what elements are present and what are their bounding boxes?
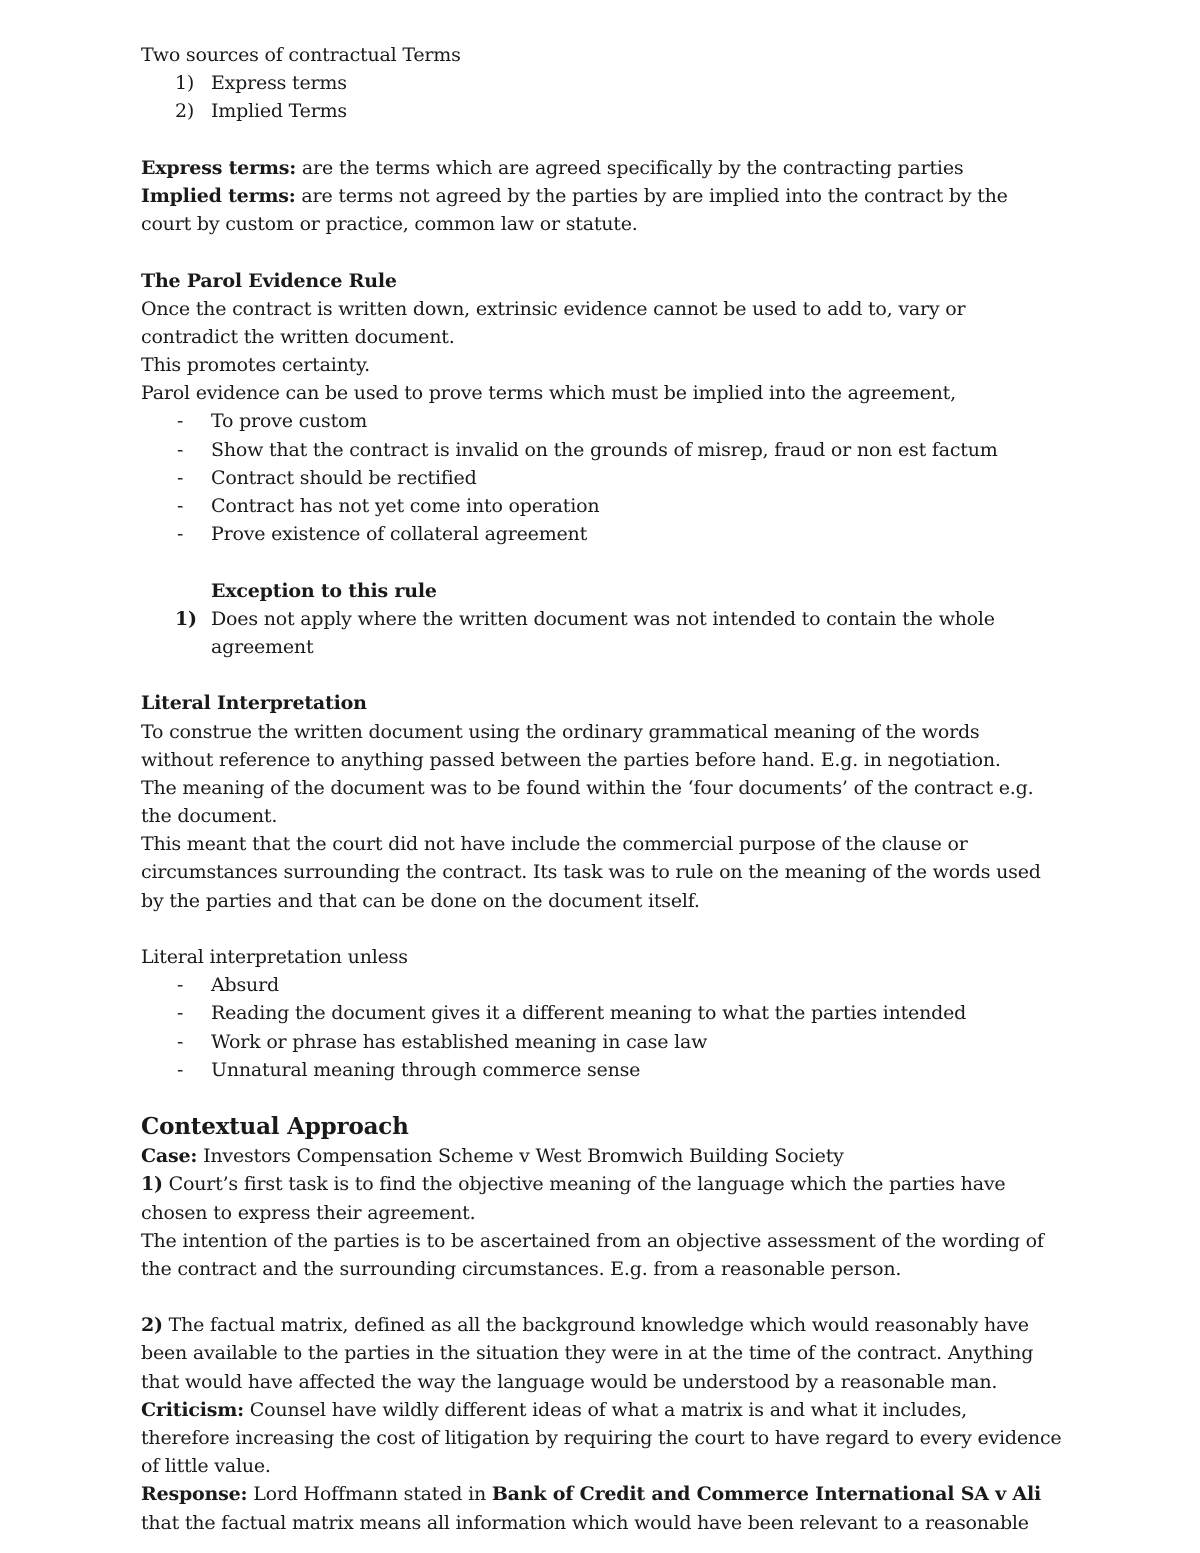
bullet-text: Contract should be rectified xyxy=(211,466,477,489)
bullet-dash: - xyxy=(177,438,184,461)
bullet-item xyxy=(141,407,1061,435)
spacer xyxy=(141,126,1061,154)
paragraph-line: by the parties and that can be done on the document itself. xyxy=(141,889,700,912)
bullet-dash: - xyxy=(177,523,184,546)
response-text: Lord Hoffmann stated in xyxy=(247,1483,492,1506)
paragraph-line: without reference to anything passed between the parties before hand. E.g. in negotiation. xyxy=(141,748,1001,771)
bullet-text: Show that the contract is invalid on the grounds of misrep, fraud or non est factum xyxy=(211,438,998,461)
bullet-text: Unnatural meaning through commerce sense xyxy=(211,1058,641,1081)
paragraph-line: contradict the written document. xyxy=(141,325,455,348)
document-page xyxy=(141,41,1061,1537)
bullet-dash: - xyxy=(177,1002,184,1025)
response-line xyxy=(141,1480,1061,1508)
bullet-text: Reading the document gives it a different meaning to what the parties intended xyxy=(211,1002,967,1025)
criticism-label: Criticism: xyxy=(141,1398,244,1421)
bullet-dash: - xyxy=(177,466,184,489)
paragraph-line: of little value. xyxy=(141,1455,271,1478)
spacer xyxy=(141,238,1061,266)
paragraph-line: therefore increasing the cost of litigation by requiring the court to have regard to every evidence xyxy=(141,1427,1062,1449)
bullet-dash: - xyxy=(177,1058,184,1081)
point-marker: 1) xyxy=(141,1173,163,1196)
point-marker: 2) xyxy=(141,1314,163,1337)
spacer xyxy=(141,1283,1061,1311)
express-text: are the terms which are agreed specifically by the contracting parties xyxy=(296,156,964,179)
sources-intro: Two sources of contractual Terms xyxy=(141,44,461,66)
exception-text-cont: agreement xyxy=(211,635,314,658)
bullet-dash: - xyxy=(177,410,184,433)
paragraph-line: the contract and the surrounding circumstances. E.g. from a reasonable person. xyxy=(141,1257,902,1280)
paragraph-line: that would have affected the way the language would be understood by a reasonable man. xyxy=(141,1370,998,1393)
point-line xyxy=(141,1170,1061,1198)
response-case-name: Bank of Credit and Commerce International SA v Ali xyxy=(491,1483,1042,1506)
exception-text: Does not apply where the written document was not intended to contain the whole xyxy=(211,607,995,630)
express-definition xyxy=(141,154,1061,182)
spacer xyxy=(141,915,1061,943)
list-marker: 2) xyxy=(175,100,195,123)
point-text: Court’s first task is to find the objective meaning of the language which the parties have xyxy=(162,1173,1006,1196)
contextual-heading: Contextual Approach xyxy=(141,1113,409,1141)
bullet-dash: - xyxy=(177,495,184,517)
implied-definition xyxy=(141,182,1061,210)
bullet-text: Contract has not yet come into operation xyxy=(211,495,600,517)
literal-unless-intro: Literal interpretation unless xyxy=(141,946,408,968)
bullet-item xyxy=(141,464,1061,492)
parol-heading: The Parol Evidence Rule xyxy=(141,269,397,292)
list-item xyxy=(141,97,1061,125)
exception-item xyxy=(141,605,1061,633)
paragraph-line: Parol evidence can be used to prove terms which must be implied into the agreement, xyxy=(141,382,956,405)
bullet-text: Work or phrase has established meaning in case law xyxy=(211,1030,708,1053)
bullet-item xyxy=(141,1028,1061,1056)
response-label: Response: xyxy=(141,1483,248,1506)
paragraph-line: that the factual matrix means all information which would have been relevant to a reasonable xyxy=(141,1511,1029,1534)
exception-heading: Exception to this rule xyxy=(211,579,437,602)
paragraph-line: been available to the parties in the situation they were in at the time of the contract. Anything xyxy=(141,1342,1034,1365)
criticism-line xyxy=(141,1396,1061,1424)
paragraph-line: This meant that the court did not have include the commercial purpose of the clause or xyxy=(141,833,968,856)
case-label: Case: xyxy=(141,1145,198,1168)
list-marker: 1) xyxy=(175,72,195,95)
spacer xyxy=(141,1084,1061,1112)
criticism-text: Counsel have wildly different ideas of what a matrix is and what it includes, xyxy=(243,1398,967,1421)
paragraph-line: circumstances surrounding the contract. Its task was to rule on the meaning of the words used xyxy=(141,861,1041,884)
list-item xyxy=(141,69,1061,97)
bullet-item xyxy=(141,1056,1061,1084)
spacer xyxy=(141,548,1061,576)
paragraph-line: Once the contract is written down, extrinsic evidence cannot be used to add to, vary or xyxy=(141,297,966,320)
bullet-item xyxy=(141,492,1061,520)
bullet-dash: - xyxy=(177,1030,184,1053)
bullet-text: To prove custom xyxy=(211,410,368,433)
paragraph-line: To construe the written document using the ordinary grammatical meaning of the words xyxy=(141,720,980,743)
list-marker: 1) xyxy=(175,607,197,630)
bullet-item xyxy=(141,520,1061,548)
case-text: Investors Compensation Scheme v West Bromwich Building Society xyxy=(197,1145,844,1168)
spacer xyxy=(141,661,1061,689)
paragraph-line: This promotes certainty. xyxy=(141,354,370,377)
literal-heading: Literal Interpretation xyxy=(141,692,367,715)
bullet-text: Absurd xyxy=(211,974,279,997)
bullet-dash: - xyxy=(177,974,184,997)
bullet-text: Prove existence of collateral agreement xyxy=(211,523,588,546)
bullet-item xyxy=(141,999,1061,1027)
implied-definition-cont: court by custom or practice, common law or statute. xyxy=(141,213,638,236)
case-line xyxy=(141,1142,1061,1170)
implied-text: are terms not agreed by the parties by are implied into the contract by the xyxy=(295,184,1008,207)
list-item-text: Express terms xyxy=(211,72,347,95)
bullet-item xyxy=(141,436,1061,464)
list-item-text: Implied Terms xyxy=(211,100,347,123)
paragraph-line: The intention of the parties is to be ascertained from an objective assessment of the wording of xyxy=(141,1229,1044,1252)
paragraph-line: chosen to express their agreement. xyxy=(141,1201,476,1224)
implied-label: Implied terms: xyxy=(141,184,296,207)
paragraph-line: The meaning of the document was to be found within the ‘four documents’ of the contract e.g. xyxy=(141,776,1034,799)
point-line xyxy=(141,1311,1061,1339)
point-text: The factual matrix, defined as all the background knowledge which would reasonably have xyxy=(162,1314,1029,1337)
bullet-item xyxy=(141,971,1061,999)
paragraph-line: the document. xyxy=(141,805,278,828)
express-label: Express terms: xyxy=(141,156,297,179)
